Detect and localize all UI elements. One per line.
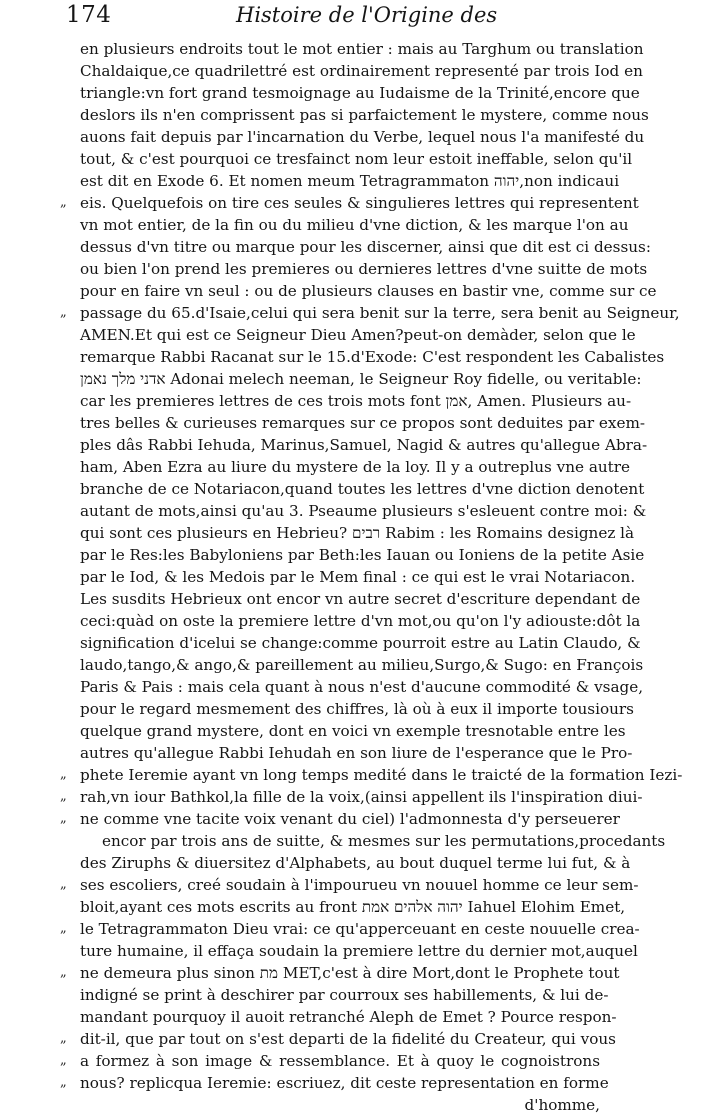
text-line-content: tres belles & curieuses remarques sur ce propos sont deduites par exem- [80,414,645,432]
quote-mark: „ [60,767,67,782]
text-line-content: encor par trois ans de suitte, & mesmes sur les permutations,procedants [102,832,666,850]
text-line [80,126,645,148]
text-line [80,170,620,192]
text-line-content: passage du 65.d'Isaie,celui qui sera benit sur la terre, sera benit au Seigneur, [80,304,680,322]
text-line-content: le Tetragrammaton Dieu vrai: ce qu'apperceuant en ceste nouuelle crea- [80,920,640,938]
quote-mark: „ [60,811,67,826]
text-line-content: des Ziruphs & diuersitez d'Alphabets, au bout duquel terme lui fut, & à [80,854,631,872]
text-line-content: ham, Aben Ezra au liure du mystere de la loy. Il y a outreplus vne autre [80,458,631,476]
text-line [80,280,657,302]
text-line [80,676,644,698]
text-line [80,236,651,258]
text-line-content: ceci:quàd on oste la premiere lettre d'vn mot,ou qu'on l'y adiouste:dôt la [80,612,641,630]
text-line-content: vn mot entier, de la fin ou du milieu d'vne diction, & les marque l'on au [80,216,629,234]
text-line-content: dit-il, que par tout on s'est departi de la fidelité du Createur, qui vous [80,1030,616,1048]
text-line [60,962,620,984]
text-line [60,874,639,896]
text-line [80,478,645,500]
text-line [80,324,636,346]
text-line [80,500,647,522]
text-line-content: auons fait depuis par l'incarnation du Verbe, lequel nous l'a manifesté du [80,128,645,146]
text-line-content: signification d'icelui se change:comme pourroit estre au Latin Claudo, & [80,634,641,652]
text-line-content: dessus d'vn titre ou marque pour les discerner, ainsi que dit est ci dessus: [80,238,651,256]
text-line [80,368,642,390]
text-line [80,720,626,742]
text-line-content: Les susdits Hebrieux ont encor vn autre secret d'escriture dependant de [80,590,641,608]
text-line [80,456,631,478]
text-line-content: tout, & c'est pourquoi ce tresfainct nom leur estoit ineffable, selon qu'il [80,150,633,168]
text-line [80,82,640,104]
text-line [80,434,648,456]
text-line-content: qui sont ces plusieurs en Hebrieu? רבים Rabim : les Romains designez là [80,524,635,542]
quote-mark: „ [60,1031,67,1046]
text-line [60,764,683,786]
text-line [60,302,680,324]
text-line-content: quelque grand mystere, dont en voici vn exemple tresnotable entre les [80,722,626,740]
page-number: 174 [66,2,112,28]
text-line [80,940,638,962]
text-line [80,38,644,60]
text-line-content: pour le regard mesmement des chiffres, là où à eux il importe tousiours [80,700,634,718]
text-line [80,984,609,1006]
text-line [80,522,635,544]
text-line-content: Paris & Pais : mais cela quant à nous n'est d'aucune commodité & vsage, [80,678,644,696]
text-line-content: eis. Quelquefois on tire ces seules & singulieres lettres qui representent [80,194,639,212]
text-line-content: d'homme, [524,1096,600,1114]
text-line-content: autres qu'allegue Rabbi Iehudah en son liure de l'esperance que le Pro- [80,744,633,762]
text-line-content: ou bien l'on prend les premieres ou dernieres lettres d'vne suitte de mots [80,260,648,278]
text-line [80,148,633,170]
quote-mark: „ [60,195,67,210]
quote-mark: „ [60,1075,67,1090]
text-line-content: branche de ce Notariacon,quand toutes les lettres d'vne diction denotent [80,480,645,498]
text-line-content: triangle:vn fort grand tesmoignage au Iudaisme de la Trinité,encore que [80,84,640,102]
text-line-content: ples dâs Rabbi Iehuda, Marinus,Samuel, Nagid & autres qu'allegue Abra- [80,436,648,454]
text-line-content: bloit,ayant ces mots escrits au front יהוה אלהים אמת Iahuel Elohim Emet, [80,898,626,916]
quote-mark: „ [60,305,67,320]
text-line [80,258,648,280]
text-line [60,1028,616,1050]
text-line [80,60,643,82]
quote-mark: „ [60,965,67,980]
text-line [60,918,640,940]
text-line-content: ne comme vne tacite voix venant du ciel) l'admonnesta d'y perseuerer [80,810,620,828]
text-line [80,1006,617,1028]
text-line [60,192,639,214]
text-line [80,412,645,434]
text-line-content: אדני מלך נאמן Adonai melech neeman, le Seigneur Roy fidelle, ou veritable: [80,370,642,388]
text-line [80,544,645,566]
text-line [80,1094,600,1116]
text-line [80,654,644,676]
text-line-content: en plusieurs endroits tout le mot entier : mais au Targhum ou translation [80,40,644,58]
text-line [80,742,633,764]
text-line-content: indigné se print à deschirer par courroux ses habillements, & lui de- [80,986,609,1004]
text-line-content: Chaldaique,ce quadrilettré est ordinairement representé par trois Iod en [80,62,643,80]
quote-mark: „ [60,877,67,892]
text-line-content: remarque Rabbi Racanat sur le 15.d'Exode: C'est respondent les Cabalistes [80,348,665,366]
text-line-content: ses escoliers, creé soudain à l'impourueu vn nouuel homme ce leur sem- [80,876,639,894]
text-line [80,698,634,720]
page-header [66,0,626,34]
text-line [80,214,629,236]
text-line [80,390,632,412]
text-line-content: par le Iod, & les Medois par le Mem final : ce qui est le vrai Notariacon. [80,568,636,586]
text-line [80,896,626,918]
text-line-content: mandant pourquoy il auoit retranché Aleph de Emet ? Pource respon- [80,1008,617,1026]
body-text [60,38,683,1116]
text-line [80,566,636,588]
text-line [60,786,643,808]
running-title: Histoire de l'Origine des [236,3,498,27]
text-line-content: laudo,tango,& ango,& pareillement au milieu,Surgo,& Sugo: en François [80,656,644,674]
text-line [60,1050,600,1072]
text-line-content: ture humaine, il effaça soudain la premiere lettre du dernier mot,auquel [80,942,638,960]
text-line-content: rah,vn iour Bathkol,la fille de la voix,(ainsi appellent ils l'inspiration diui- [80,788,643,806]
quote-mark: „ [60,921,67,936]
text-line-content: a formez à son image & ressemblance. Et à quoy le cognoistrons [80,1052,600,1070]
text-line [80,346,665,368]
text-line [60,808,620,830]
text-line [80,632,641,654]
text-line [80,588,641,610]
text-line-content: est dit en Exode 6. Et nomen meum Tetragrammaton יהוה,non indicaui [80,172,620,190]
text-line [80,830,666,852]
text-line-content: AMEN.Et qui est ce Seigneur Dieu Amen?peut-on demàder, selon que le [80,326,636,344]
text-line-content: nous? replicqua Ieremie: escriuez, dit ceste representation en forme [80,1074,609,1092]
text-line-content: ne demeura plus sinon מת MET,c'est à dire Mort,dont le Prophete tout [80,964,620,982]
text-line [80,104,649,126]
text-line-content: par le Res:les Babyloniens par Beth:les Iauan ou Ioniens de la petite Asie [80,546,645,564]
quote-mark: „ [60,1053,67,1068]
text-line-content: pour en faire vn seul : ou de plusieurs clauses en bastir vne, comme sur ce [80,282,657,300]
text-line [60,1072,609,1094]
text-line-content: car les premieres lettres de ces trois mots font אמן, Amen. Plusieurs au- [80,392,632,410]
text-line-content: deslors ils n'en comprissent pas si parfaictement le mystere, comme nous [80,106,649,124]
quote-mark: „ [60,789,67,804]
text-line [80,852,631,874]
text-line-content: phete Ieremie ayant vn long temps medité dans le traicté de la formation Iezi- [80,766,683,784]
text-line-content: autant de mots,ainsi qu'au 3. Pseaume plusieurs s'esleuent contre moi: & [80,502,647,520]
text-line [80,610,641,632]
